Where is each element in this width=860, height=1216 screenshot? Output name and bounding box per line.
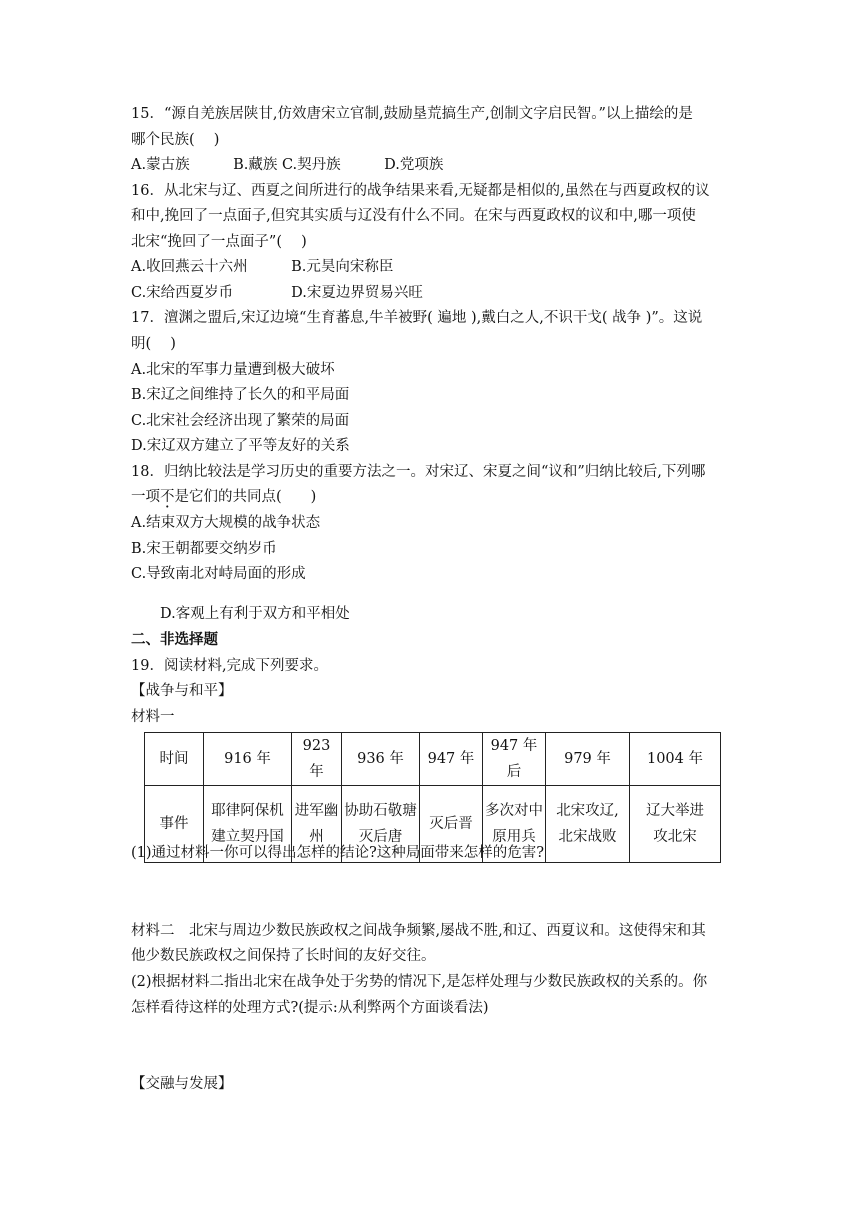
header-cell-936: 936 年 xyxy=(342,733,420,786)
q17-option-a: A.北宋的军事力量遭到极大破坏 xyxy=(131,362,335,378)
q17-stem-line2: 明( ) xyxy=(131,336,176,352)
material2-line2: 他少数民族政权之间保持了长时间的友好交往。 xyxy=(131,948,436,964)
q15-stem-line2: 哪个民族( ) xyxy=(131,132,220,148)
section2-title: 二、非选择题 xyxy=(131,631,218,648)
table-header-row xyxy=(145,733,721,786)
material2-line1: 材料二 北宋与周边少数民族政权之间战争频繁,屡战不胜,和辽、西夏议和。这使得宋和其 xyxy=(131,923,706,939)
q16-options-cd: C.宋给西夏岁币 D.宋夏边界贸易兴旺 xyxy=(131,285,423,301)
header-cell-979: 979 年 xyxy=(546,733,630,786)
row-label-event: 事件 xyxy=(145,786,204,863)
q15-stem-line1: 15．“源自羌族居陕甘,仿效唐宋立官制,鼓励垦荒搞生产,创制文字启民智。”以上描绘的是 xyxy=(131,106,693,122)
event-cell-916: 耶律阿保机 建立契丹国 xyxy=(204,786,292,863)
header-cell-time: 时间 xyxy=(145,733,204,786)
sub-question-2-line1: (2)根据材料二指出北宋在战争处于劣势的情况下,是怎样处理与少数民族政权的关系的。你 xyxy=(131,974,708,990)
q16-stem-line1: 16．从北宋与辽、西夏之间所进行的战争结果来看,无疑都是相似的,虽然在与西夏政权的议 xyxy=(131,183,710,199)
theme-integration-development: 【交融与发展】 xyxy=(131,1076,233,1092)
header-cell-947-after: 947 年后 xyxy=(483,733,546,786)
q17-option-c: C.北宋社会经济出现了繁荣的局面 xyxy=(131,413,350,429)
q18-line2-pre: 一项 xyxy=(131,489,160,505)
event-cell-923: 进军幽 州 xyxy=(292,786,342,863)
q18-line2-post: 是它们的共同点( ) xyxy=(174,489,317,505)
q16-options-ab: A.收回燕云十六州 B.元昊向宋称臣 xyxy=(131,259,394,275)
event-cell-936: 协助石敬瑭 灭后唐 xyxy=(342,786,420,863)
theme-war-peace: 【战争与和平】 xyxy=(131,683,233,699)
q16-stem-line3: 北宋“挽回了一点面子”( ) xyxy=(131,234,307,250)
q18-option-c: C.导致南北对峙局面的形成 xyxy=(131,566,306,582)
q18-option-d: D.客观上有利于双方和平相处 xyxy=(160,606,350,622)
q19-stem: 19．阅读材料,完成下列要求。 xyxy=(131,658,329,674)
header-cell-916: 916 年 xyxy=(204,733,292,786)
event-cell-947: 灭后晋 xyxy=(420,786,483,863)
q16-stem-line2: 和中,挽回了一点面子,但究其实质与辽没有什么不同。在宋与西夏政权的议和中,哪一项使 xyxy=(131,208,696,224)
q17-option-d: D.宋辽双方建立了平等友好的关系 xyxy=(131,438,350,454)
q18-option-a: A.结束双方大规模的战争状态 xyxy=(131,515,321,531)
header-cell-947: 947 年 xyxy=(420,733,483,786)
material1-label: 材料一 xyxy=(131,709,175,725)
q18-emphasis-not: 不 xyxy=(160,489,175,505)
event-cell-979: 北宋攻辽, 北宋战败 xyxy=(546,786,630,863)
header-cell-1004: 1004 年 xyxy=(630,733,721,786)
q17-stem-line1: 17．澶渊之盟后,宋辽边境“生育蕃息,牛羊被野( 遍地 ),戴白之人,不识干戈( 战争 )”。这说 xyxy=(131,310,703,326)
event-cell-1004: 辽大举进 攻北宋 xyxy=(630,786,721,863)
q15-options: A.蒙古族 B.藏族 C.契丹族 D.党项族 xyxy=(131,157,444,173)
event-cell-947-after: 多次对中 原用兵 xyxy=(483,786,546,863)
q17-option-b: B.宋辽之间维持了长久的和平局面 xyxy=(131,387,350,403)
q18-option-b: B.宋王朝都要交纳岁币 xyxy=(131,541,277,557)
q18-stem-line1: 18．归纳比较法是学习历史的重要方法之一。对宋辽、宋夏之间“议和”归纳比较后,下列哪 xyxy=(131,464,706,480)
header-cell-923: 923 年 xyxy=(292,733,342,786)
sub-question-1: (1)通过材料一你可以得出怎样的结论?这种局面带来怎样的危害? xyxy=(131,845,545,861)
q18-stem-line2 xyxy=(131,487,316,507)
sub-question-2-line2: 怎样看待这样的处理方式?(提示:从利弊两个方面谈看法) xyxy=(131,1000,489,1016)
